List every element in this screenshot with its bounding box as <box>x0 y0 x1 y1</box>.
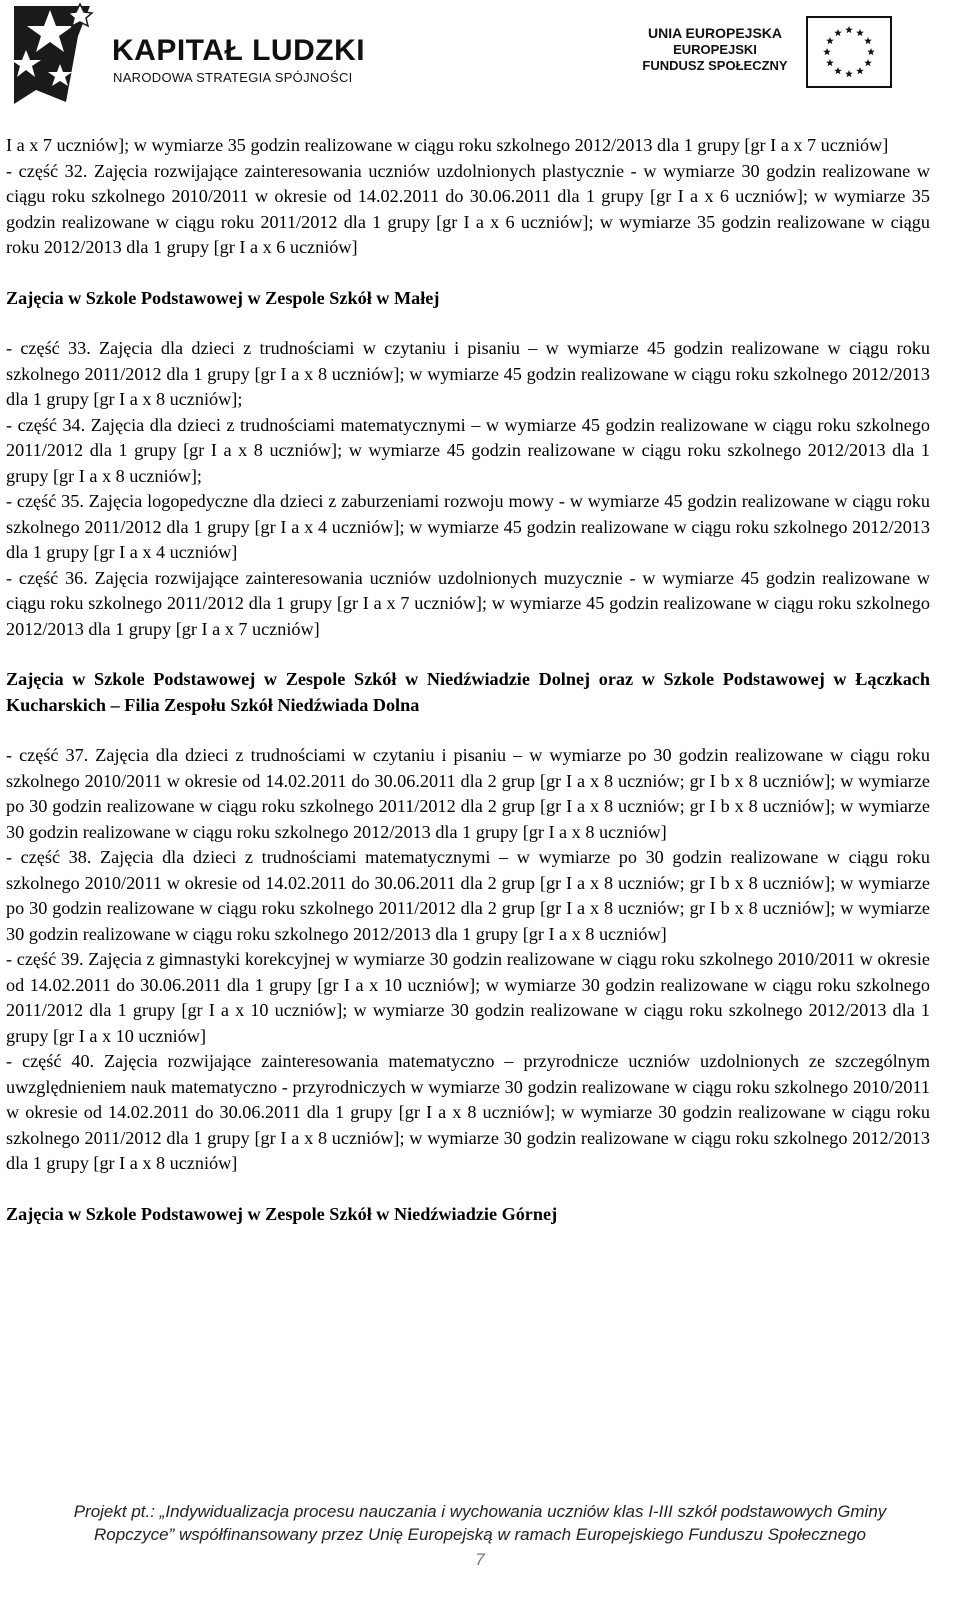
ue-line-2: EUROPEJSKI <box>673 42 757 57</box>
paragraph-part-36: - część 36. Zajęcia rozwijające zainteresowania uczniów uzdolnionych muzycznie - w wymiarze 45 godzin realizowane w ciągu roku szkolnego 2011/2012 dla 1 grupy [gr I a x 7 uczniów]; w wymiarze 45 godzin realizowane w ciągu roku szkolnego 2012/2013 dla 1 grupy [gr I a x 7 uczniów] <box>6 567 930 639</box>
paragraph-part-40: - część 40. Zajęcia rozwijające zainteresowania matematyczno – przyrodnicze uczniów uzdolnionych ze szczególnym uwzględnieniem nauk matematyczno - przyrodniczych w wymiarze 30 godzin realizowane w ciągu roku szkolnego 2010/2011 w okresie od 14.02.2011 do 30.06.2011 dla 1 grupy [gr I a x 8 uczniów]; w wymiarze 30 godzin realizowane w ciągu roku szkolnego 2011/2012 dla 1 grupy [gr I a x 8 uczniów]; w wymiarze 30 godzin realizowane w ciągu roku szkolnego 2012/2013 dla 1 grupy [gr I a x 8 uczniów] <box>6 1051 930 1173</box>
ue-logo-text <box>640 25 790 74</box>
kapital-ludzki-subtitle: NARODOWA STRATEGIA SPÓJNOŚCI <box>113 70 353 85</box>
section-title-mala: Zajęcia w Szkole Podstawowej w Zespole Szkół w Małej <box>6 287 440 308</box>
paragraph-part-39: - część 39. Zajęcia z gimnastyki korekcyjnej w wymiarze 30 godzin realizowane w ciągu roku szkolnego 2010/2011 w okresie od 14.02.2011 do 30.06.2011 dla 1 grupy [gr I a x 10 uczniów]; w wymiarze 30 godzin realizowane w ciągu roku szkolnego 2011/2012 dla 1 grupy [gr I a x 10 uczniów]; w wymiarze 30 godzin realizowane w ciągu roku szkolnego 2012/2013 dla 1 grupy [gr I a x 10 uczniów] <box>6 949 930 1046</box>
page-header <box>0 0 960 110</box>
section-title-niedzwiada-gorna: Zajęcia w Szkole Podstawowej w Zespole Szkół w Niedźwiadzie Górnej <box>6 1203 558 1224</box>
document-body <box>6 133 930 1227</box>
paragraph-part-33: - część 33. Zajęcia dla dzieci z trudnościami w czytaniu i pisaniu – w wymiarze 45 godzin realizowane w ciągu roku szkolnego 2011/2012 dla 1 grupy [gr I a x 8 uczniów]; w wymiarze 45 godzin realizowane w ciągu roku szkolnego 2012/2013 dla 1 grupy [gr I a x 8 uczniów]; <box>6 338 930 409</box>
kapital-ludzki-logo-icon <box>6 0 94 108</box>
page-number: 7 <box>475 1550 485 1569</box>
footer-line-2: Ropczyce” współfinansowany przez Unię Europejską w ramach Europejskiego Funduszu Społecznego <box>93 1525 866 1544</box>
section-title-niedzwiada-dolna: Zajęcia w Szkole Podstawowej w Zespole Szkół w Niedźwiadzie Dolnej oraz w Szkole Podstawowej w Łączkach Kucharskich – Filia Zespołu Szkół Niedźwiada Dolna <box>6 669 930 715</box>
eu-flag-icon <box>806 16 892 88</box>
paragraph-part-35: - część 35. Zajęcia logopedyczne dla dzieci z zaburzeniami rozwoju mowy - w wymiarze 45 godzin realizowane w ciągu roku szkolnego 2011/2012 dla 1 grupy [gr I a x 4 uczniów]; w wymiarze 45 godzin realizowane w ciągu roku szkolnego 2012/2013 dla 1 grupy [gr I a x 4 uczniów] <box>6 491 930 562</box>
paragraph-part-38: - część 38. Zajęcia dla dzieci z trudnościami matematycznymi – w wymiarze po 30 godzin realizowane w ciągu roku szkolnego 2010/2011 w okresie od 14.02.2011 do 30.06.2011 dla 2 grup [gr I a x 8 uczniów; gr I b x 8 uczniów]; w wymiarze po 30 godzin realizowane w ciągu roku szkolnego 2011/2012 dla 2 grup [gr I a x 8 uczniów; gr I b x 8 uczniów]; w wymiarze 30 godzin realizowane w ciągu roku szkolnego 2012/2013 dla 1 grupy [gr I a x 8 uczniów] <box>6 847 930 944</box>
ue-line-3: FUNDUSZ SPOŁECZNY <box>642 58 788 73</box>
footer-line-1: Projekt pt.: „Indywidualizacja procesu nauczania i wychowania uczniów klas I-III szkół podstawowych Gminy <box>73 1502 887 1521</box>
paragraph-continuation: I a x 7 uczniów]; w wymiarze 35 godzin realizowane w ciągu roku szkolnego 2012/2013 dla 1 grupy [gr I a x 7 uczniów] <box>6 135 889 155</box>
ue-title: UNIA EUROPEJSKA <box>647 25 783 41</box>
kapital-ludzki-logo <box>6 0 366 108</box>
kapital-ludzki-title: KAPITAŁ LUDZKI <box>112 34 366 67</box>
paragraph-part-32: - część 32. Zajęcia rozwijające zainteresowania uczniów uzdolnionych plastycznie - w wymiarze 30 godzin realizowane w ciągu roku szkolnego 2010/2011 w okresie od 14.02.2011 do 30.06.2011 dla 1 grupy [gr I a x 6 uczniów]; w wymiarze 35 godzin realizowane w ciągu roku 2011/2012 dla 1 grupy [gr I a x 6 uczniów]; w wymiarze 35 godzin realizowane w ciągu roku 2012/2013 dla 1 grupy [gr I a x 6 uczniów] <box>6 160 930 257</box>
paragraph-part-34: - część 34. Zajęcia dla dzieci z trudnościami matematycznymi – w wymiarze 45 godzin realizowane w ciągu roku szkolnego 2011/2012 dla 1 grupy [gr I a x 8 uczniów]; w wymiarze 45 godzin realizowane w ciągu roku szkolnego 2012/2013 dla 1 grupy [gr I a x 8 uczniów]; <box>6 414 930 486</box>
paragraph-part-37: - część 37. Zajęcia dla dzieci z trudnościami w czytaniu i pisaniu – w wymiarze po 30 godzin realizowane w ciągu roku szkolnego 2010/2011 w okresie od 14.02.2011 do 30.06.2011 dla 2 grup [gr I a x 8 uczniów; gr I b x 8 uczniów]; w wymiarze po 30 godzin realizowane w ciągu roku szkolnego 2011/2012 dla 2 grup [gr I a x 8 uczniów; gr I b x 8 uczniów]; w wymiarze 30 godzin realizowane w ciągu roku szkolnego 2012/2013 dla 1 grupy [gr I a x 8 uczniów] <box>6 745 930 842</box>
page-footer <box>0 1500 960 1571</box>
